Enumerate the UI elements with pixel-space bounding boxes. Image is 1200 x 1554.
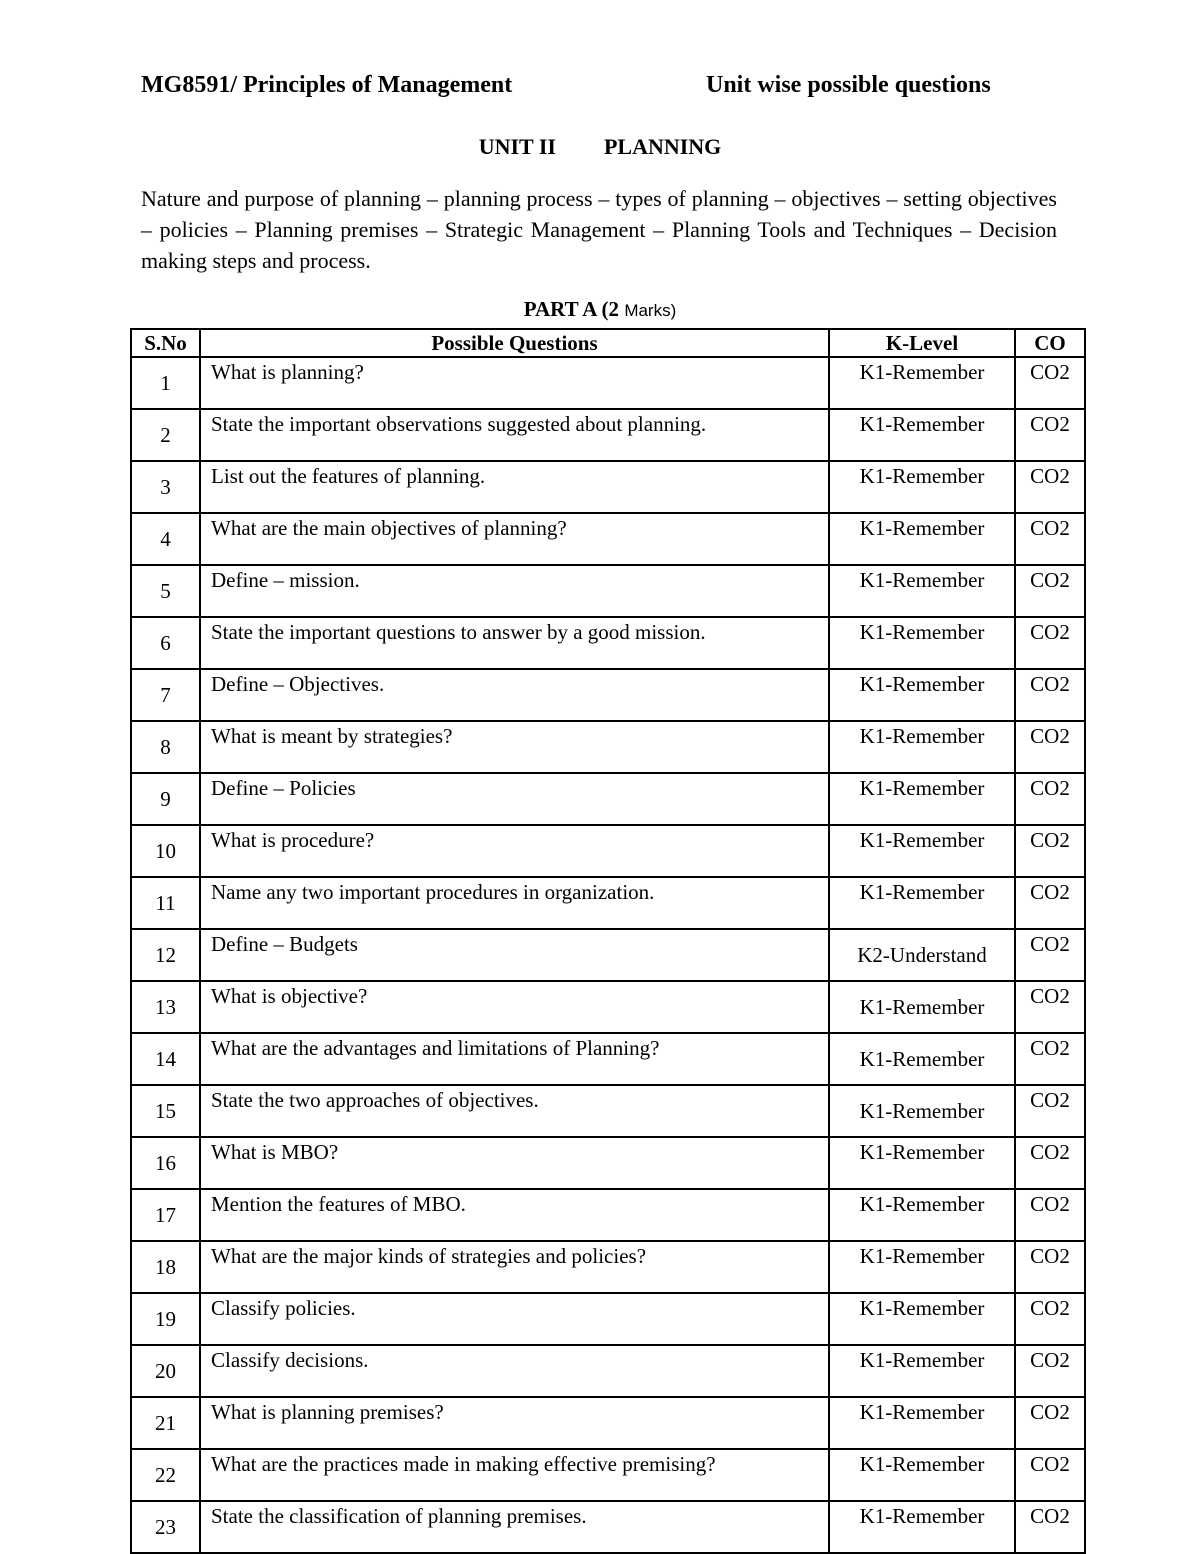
row-sno: 19 bbox=[131, 1293, 200, 1345]
table-row bbox=[131, 461, 1085, 513]
row-sno: 6 bbox=[131, 617, 200, 669]
row-question: What is planning? bbox=[200, 357, 829, 409]
row-sno: 15 bbox=[131, 1085, 200, 1137]
row-sno: 1 bbox=[131, 357, 200, 409]
header-questions: Possible Questions bbox=[200, 329, 829, 357]
document-title: Unit wise possible questions bbox=[706, 72, 991, 98]
row-sno: 3 bbox=[131, 461, 200, 513]
row-sno: 9 bbox=[131, 773, 200, 825]
table-row bbox=[131, 669, 1085, 721]
row-question: State the important observations suggested about planning. bbox=[200, 409, 829, 461]
part-label: PART A (2 bbox=[523, 297, 620, 321]
row-sno: 2 bbox=[131, 409, 200, 461]
table-row bbox=[131, 1137, 1085, 1189]
questions-table bbox=[130, 328, 1086, 1554]
row-question: State the important questions to answer by a good mission. bbox=[200, 617, 829, 669]
row-co: CO2 bbox=[1015, 617, 1085, 669]
table-row bbox=[131, 1345, 1085, 1397]
row-question: Classify policies. bbox=[200, 1293, 829, 1345]
table-row bbox=[131, 721, 1085, 773]
row-k-level: K1-Remember bbox=[829, 461, 1015, 513]
table-row bbox=[131, 929, 1085, 981]
header-sno: S.No bbox=[131, 329, 200, 357]
row-question: What are the practices made in making effective premising? bbox=[200, 1449, 829, 1501]
row-sno: 18 bbox=[131, 1241, 200, 1293]
row-co: CO2 bbox=[1015, 877, 1085, 929]
row-question: What are the major kinds of strategies and policies? bbox=[200, 1241, 829, 1293]
row-question: What is planning premises? bbox=[200, 1397, 829, 1449]
row-sno: 17 bbox=[131, 1189, 200, 1241]
table-row bbox=[131, 565, 1085, 617]
table-row bbox=[131, 981, 1085, 1033]
row-question: What are the advantages and limitations of Planning? bbox=[200, 1033, 829, 1085]
row-co: CO2 bbox=[1015, 1085, 1085, 1137]
table-row bbox=[131, 1241, 1085, 1293]
row-question: Define – Objectives. bbox=[200, 669, 829, 721]
table-row bbox=[131, 1085, 1085, 1137]
row-k-level: K1-Remember bbox=[829, 669, 1015, 721]
part-marks: Marks) bbox=[624, 301, 677, 320]
row-question: What is procedure? bbox=[200, 825, 829, 877]
course-title: MG8591/ Principles of Management bbox=[141, 72, 513, 98]
row-sno: 16 bbox=[131, 1137, 200, 1189]
row-question: Define – mission. bbox=[200, 565, 829, 617]
row-k-level: K1-Remember bbox=[829, 1033, 1015, 1085]
row-sno: 21 bbox=[131, 1397, 200, 1449]
row-question: Classify decisions. bbox=[200, 1345, 829, 1397]
unit-heading bbox=[0, 134, 1200, 160]
table-row bbox=[131, 1449, 1085, 1501]
row-sno: 5 bbox=[131, 565, 200, 617]
row-k-level: K1-Remember bbox=[829, 721, 1015, 773]
row-question: Define – Policies bbox=[200, 773, 829, 825]
row-k-level: K1-Remember bbox=[829, 1293, 1015, 1345]
row-question: What are the main objectives of planning? bbox=[200, 513, 829, 565]
row-k-level: K1-Remember bbox=[829, 1345, 1015, 1397]
row-k-level: K1-Remember bbox=[829, 1137, 1015, 1189]
row-sno: 8 bbox=[131, 721, 200, 773]
syllabus-paragraph: Nature and purpose of planning – planning process – types of planning – objectives – setting objectives – policies – Planning premises – Strategic Management – Planning Tools and Techniques – Decision making steps and process. bbox=[141, 186, 1057, 273]
row-k-level: K1-Remember bbox=[829, 1449, 1015, 1501]
row-k-level: K1-Remember bbox=[829, 513, 1015, 565]
row-co: CO2 bbox=[1015, 513, 1085, 565]
row-co: CO2 bbox=[1015, 1345, 1085, 1397]
table-row bbox=[131, 1033, 1085, 1085]
row-k-level: K1-Remember bbox=[829, 617, 1015, 669]
row-co: CO2 bbox=[1015, 773, 1085, 825]
unit-name: PLANNING bbox=[603, 134, 722, 159]
row-k-level: K1-Remember bbox=[829, 1189, 1015, 1241]
table-row bbox=[131, 513, 1085, 565]
row-question: What is MBO? bbox=[200, 1137, 829, 1189]
row-sno: 20 bbox=[131, 1345, 200, 1397]
table-row bbox=[131, 1397, 1085, 1449]
row-k-level: K1-Remember bbox=[829, 565, 1015, 617]
row-co: CO2 bbox=[1015, 1449, 1085, 1501]
row-co: CO2 bbox=[1015, 1501, 1085, 1553]
row-co: CO2 bbox=[1015, 1397, 1085, 1449]
table-row bbox=[131, 1501, 1085, 1553]
row-co: CO2 bbox=[1015, 409, 1085, 461]
row-k-level: K1-Remember bbox=[829, 1397, 1015, 1449]
row-sno: 11 bbox=[131, 877, 200, 929]
row-sno: 7 bbox=[131, 669, 200, 721]
row-sno: 23 bbox=[131, 1501, 200, 1553]
row-k-level: K1-Remember bbox=[829, 773, 1015, 825]
row-sno: 4 bbox=[131, 513, 200, 565]
row-k-level: K1-Remember bbox=[829, 981, 1015, 1033]
table-row bbox=[131, 773, 1085, 825]
row-k-level: K1-Remember bbox=[829, 877, 1015, 929]
row-co: CO2 bbox=[1015, 669, 1085, 721]
row-sno: 22 bbox=[131, 1449, 200, 1501]
row-co: CO2 bbox=[1015, 825, 1085, 877]
row-question: List out the features of planning. bbox=[200, 461, 829, 513]
row-question: What is meant by strategies? bbox=[200, 721, 829, 773]
table-row bbox=[131, 1293, 1085, 1345]
row-k-level: K1-Remember bbox=[829, 409, 1015, 461]
questions-body bbox=[131, 357, 1085, 1553]
row-co: CO2 bbox=[1015, 929, 1085, 981]
row-co: CO2 bbox=[1015, 565, 1085, 617]
table-row bbox=[131, 617, 1085, 669]
row-question: State the two approaches of objectives. bbox=[200, 1085, 829, 1137]
row-k-level: K1-Remember bbox=[829, 1501, 1015, 1553]
table-row bbox=[131, 1189, 1085, 1241]
row-k-level: K1-Remember bbox=[829, 357, 1015, 409]
row-question: Name any two important procedures in organization. bbox=[200, 877, 829, 929]
row-co: CO2 bbox=[1015, 1033, 1085, 1085]
part-heading bbox=[0, 297, 1200, 322]
row-sno: 10 bbox=[131, 825, 200, 877]
row-co: CO2 bbox=[1015, 461, 1085, 513]
row-co: CO2 bbox=[1015, 1293, 1085, 1345]
row-co: CO2 bbox=[1015, 1137, 1085, 1189]
row-k-level: K1-Remember bbox=[829, 1085, 1015, 1137]
row-sno: 13 bbox=[131, 981, 200, 1033]
unit-number: UNIT II bbox=[478, 134, 556, 159]
row-sno: 14 bbox=[131, 1033, 200, 1085]
header-k-level: K-Level bbox=[829, 329, 1015, 357]
table-row bbox=[131, 357, 1085, 409]
row-co: CO2 bbox=[1015, 357, 1085, 409]
row-co: CO2 bbox=[1015, 721, 1085, 773]
row-question: State the classification of planning premises. bbox=[200, 1501, 829, 1553]
table-row bbox=[131, 877, 1085, 929]
row-co: CO2 bbox=[1015, 981, 1085, 1033]
row-co: CO2 bbox=[1015, 1189, 1085, 1241]
row-k-level: K1-Remember bbox=[829, 1241, 1015, 1293]
row-k-level: K2-Understand bbox=[829, 929, 1015, 981]
row-k-level: K1-Remember bbox=[829, 825, 1015, 877]
row-co: CO2 bbox=[1015, 1241, 1085, 1293]
row-question: What is objective? bbox=[200, 981, 829, 1033]
row-question: Mention the features of MBO. bbox=[200, 1189, 829, 1241]
header-co: CO bbox=[1015, 329, 1085, 357]
row-question: Define – Budgets bbox=[200, 929, 829, 981]
table-row bbox=[131, 825, 1085, 877]
table-header-row bbox=[131, 329, 1085, 357]
row-sno: 12 bbox=[131, 929, 200, 981]
table-row bbox=[131, 409, 1085, 461]
